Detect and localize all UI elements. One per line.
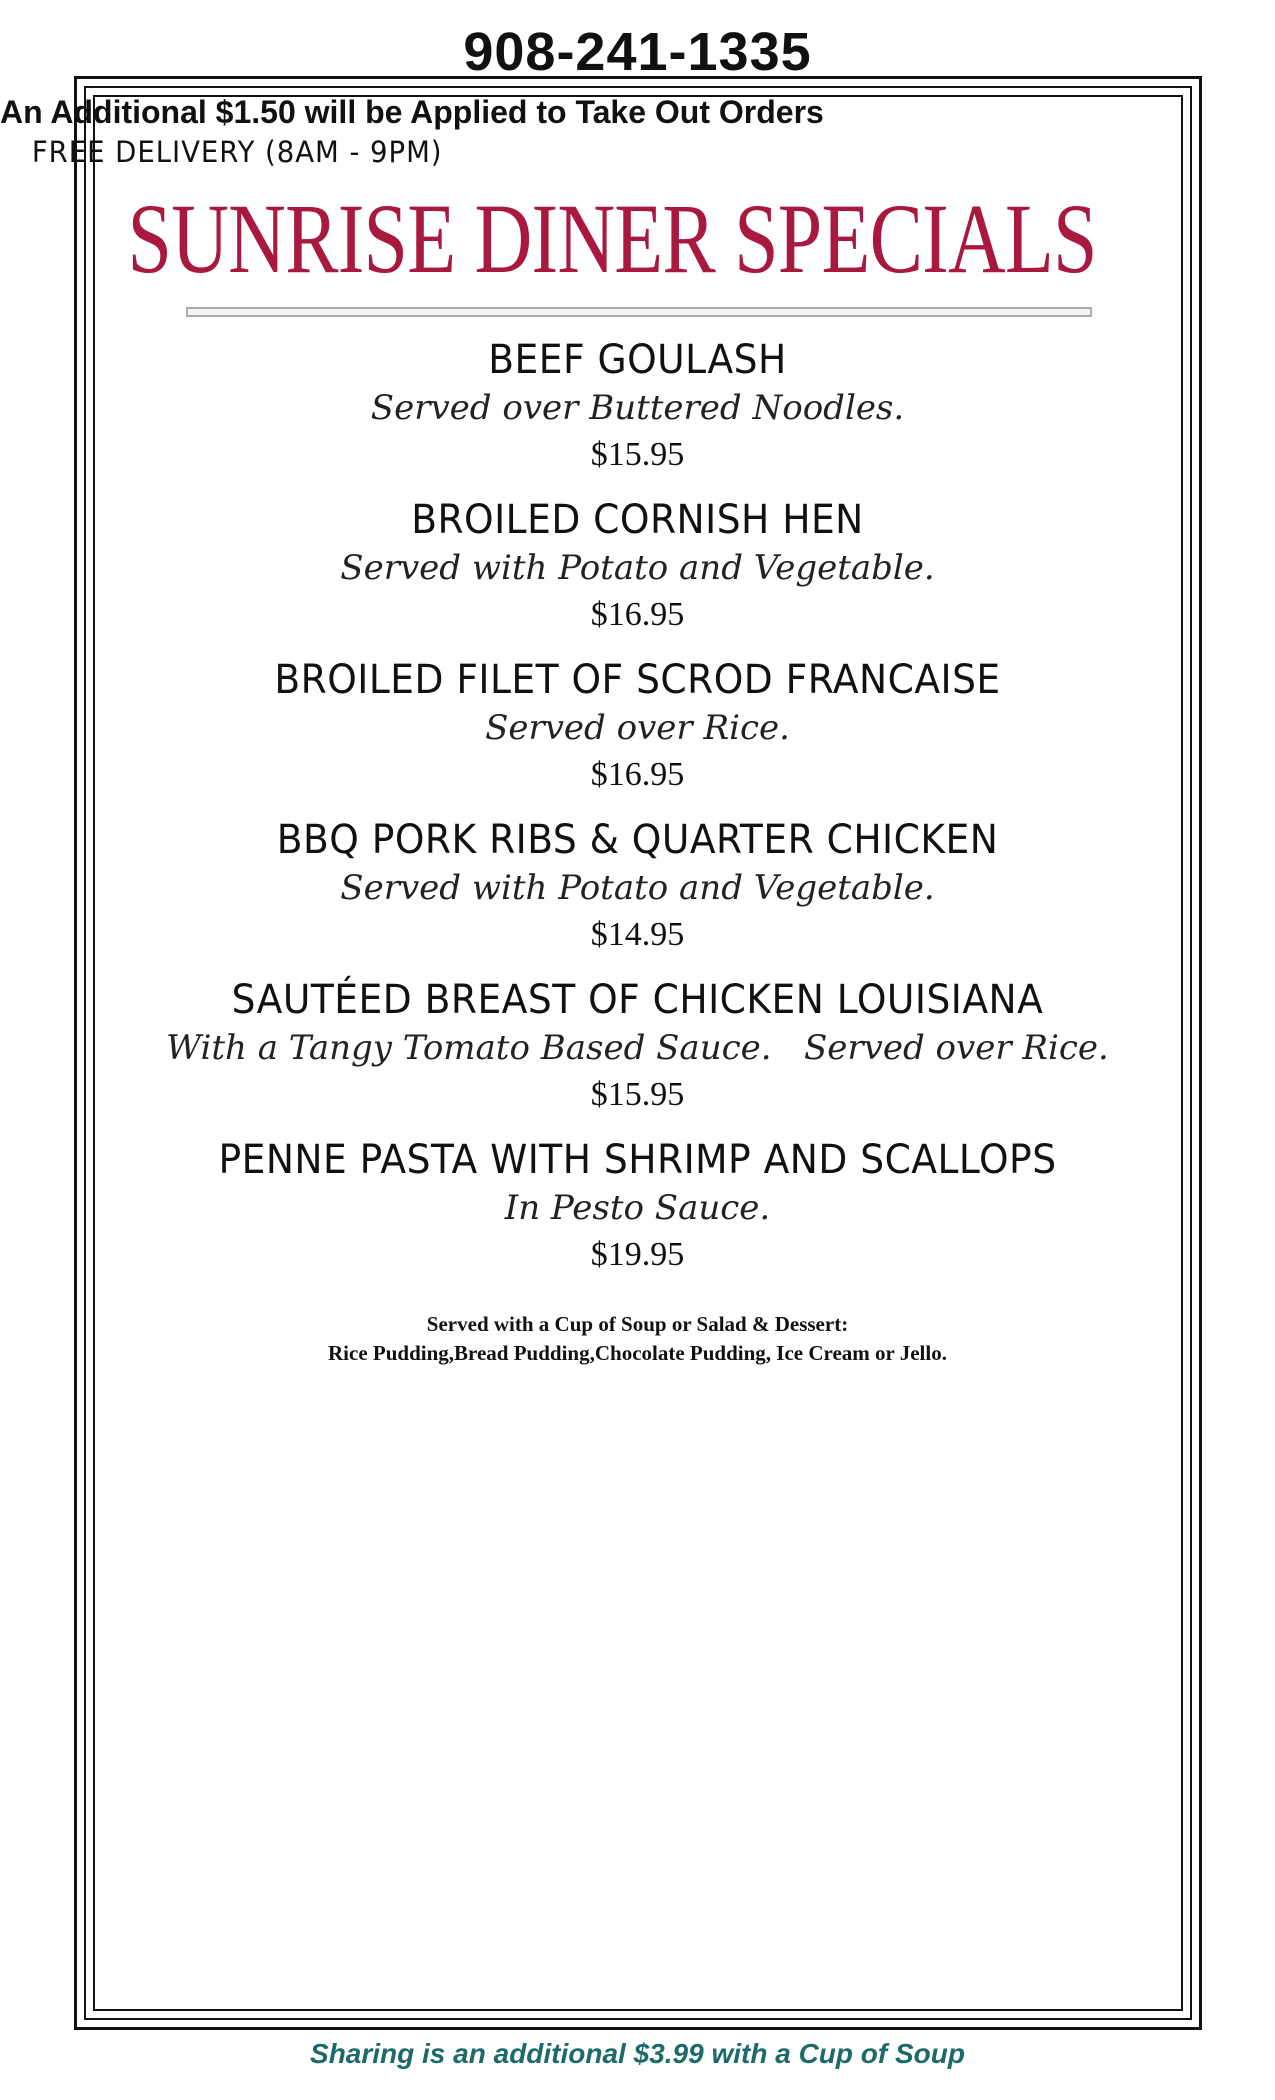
menu-item-chicken-louisiana xyxy=(0,976,1275,1118)
menu-item-beef-goulash xyxy=(0,336,1275,478)
menu-item-name: BROILED FILET OF SCROD FRANCAISE xyxy=(274,657,1001,703)
menu-item-name: BROILED CORNISH HEN xyxy=(411,497,864,543)
sharing-note: Sharing is an additional $3.99 with a Cup of Soup xyxy=(310,2038,965,2069)
menu-item-name: SAUTÉED BREAST OF CHICKEN LOUISIANA xyxy=(231,977,1044,1023)
menu-item-price: $14.95 xyxy=(590,916,685,953)
served-with-line-2: Rice Pudding,Bread Pudding,Chocolate Pudding, Ice Cream or Jello. xyxy=(328,1341,947,1365)
menu-item-description: With a Tangy Tomato Based Sauce. Served over Rice. xyxy=(166,1028,1109,1068)
title-divider xyxy=(186,307,1092,317)
menu-item-description: Served over Rice. xyxy=(485,708,790,748)
takeout-note: An Additional $1.50 will be Applied to Take Out Orders xyxy=(0,94,824,130)
menu-item-cornish-hen xyxy=(0,496,1275,638)
menu-item-description: Served with Potato and Vegetable. xyxy=(340,868,935,908)
served-with-note xyxy=(0,1310,1275,1368)
menu-item-price: $16.95 xyxy=(590,756,685,793)
menu-item-price: $15.95 xyxy=(590,436,685,473)
menu-item-name: PENNE PASTA WITH SHRIMP AND SCALLOPS xyxy=(218,1137,1057,1183)
menu-item-penne-shrimp-scallops xyxy=(0,1136,1275,1278)
menu-item-price: $19.95 xyxy=(590,1236,685,1273)
menu-item-description: Served over Buttered Noodles. xyxy=(370,388,905,428)
menu-title: SUNRISE DINER SPECIALS xyxy=(127,183,1097,294)
free-delivery-note: FREE DELIVERY (8AM - 9PM) xyxy=(31,135,443,169)
menu-item-name: BEEF GOULASH xyxy=(488,337,787,383)
menu-item-description: Served with Potato and Vegetable. xyxy=(340,548,935,588)
menu-item-description: In Pesto Sauce. xyxy=(504,1188,771,1228)
menu-item-name: BBQ PORK RIBS & QUARTER CHICKEN xyxy=(276,817,999,863)
menu-item-bbq-ribs-chicken xyxy=(0,816,1275,958)
menu-item-scrod-francaise xyxy=(0,656,1275,798)
phone-number: 908-241-1335 xyxy=(463,22,812,82)
served-with-line-1: Served with a Cup of Soup or Salad & Dessert: xyxy=(426,1312,849,1336)
menu-item-price: $16.95 xyxy=(590,596,685,633)
menu-item-price: $15.95 xyxy=(590,1076,685,1113)
